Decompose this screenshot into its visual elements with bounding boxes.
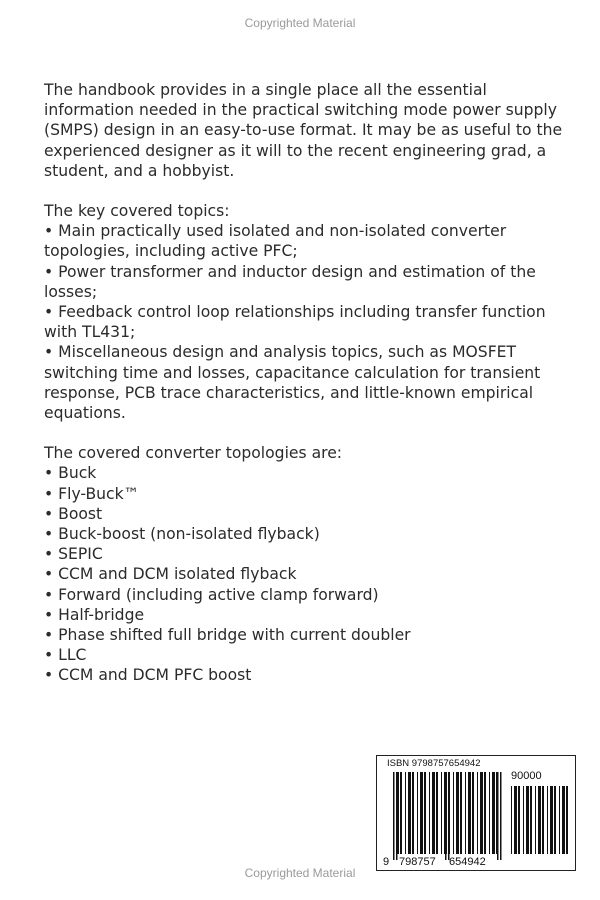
barcode-digit-first: 9 — [383, 856, 390, 868]
barcode-bar — [566, 786, 568, 854]
barcode-bar — [441, 772, 442, 854]
intro-paragraph: The handbook provides in a single place all the essential information needed in the practical switching mode power supply (SMPS) design in an easy-to-use format. It may be as useful to the experienced designer as it will to the recent engineering grad, a student, and a hobbyist. — [44, 81, 563, 180]
barcode-bar — [477, 772, 478, 854]
barcode-bar — [405, 772, 406, 854]
list-item: • Power transformer and inductor design and estimation of the losses; — [44, 262, 536, 301]
barcode-guard-bar — [497, 772, 499, 860]
list-item: • Phase shifted full bridge with current doubler — [44, 626, 411, 645]
barcode-guard-bar — [445, 772, 447, 860]
list-item: • Main practically used isolated and non-isolated converter topologies, including active PFC; — [44, 222, 507, 261]
barcode-bar — [489, 772, 490, 854]
barcode-bar — [535, 786, 536, 854]
barcode-bar — [432, 772, 435, 854]
list-item: • Miscellaneous design and analysis topics, such as MOSFET switching time and losses, capacitance calculation for transient response, PCB trace characteristics, and little-known empirical equations. — [44, 343, 541, 423]
barcode-bar — [547, 786, 548, 854]
isbn-barcode — [376, 755, 576, 871]
barcode-guard-bar — [500, 772, 502, 860]
price-code: 90000 — [511, 770, 542, 782]
back-cover-text — [44, 80, 564, 686]
barcode-bar — [526, 786, 529, 854]
barcode-bar — [518, 786, 520, 854]
list-item: • Forward (including active clamp forward) — [44, 585, 379, 604]
barcode-guard-bar — [396, 772, 398, 860]
barcode-bar — [456, 772, 459, 854]
isbn-label: ISBN 9798757654942 — [387, 758, 481, 769]
list-item: • CCM and DCM isolated flyback — [44, 565, 297, 584]
list-item: • SEPIC — [44, 545, 103, 564]
barcode-bars — [377, 756, 575, 870]
watermark-top: Copyrighted Material — [244, 16, 356, 30]
list-item: • Feedback control loop relationships including transfer function with TL431; — [44, 303, 546, 342]
barcode-digit-group-1: 798757 — [399, 856, 436, 868]
barcode-bar — [492, 772, 495, 854]
barcode-bar — [420, 772, 423, 854]
topics-heading: The key covered topics: — [44, 202, 230, 221]
barcode-bar — [530, 786, 532, 854]
list-item: • Half-bridge — [44, 605, 145, 624]
barcode-bar — [412, 772, 414, 854]
barcode-bar — [542, 786, 544, 854]
barcode-bar — [480, 772, 483, 854]
barcode-bar — [562, 786, 565, 854]
barcode-bar — [484, 772, 486, 854]
topologies-heading: The covered converter topologies are: — [44, 444, 343, 463]
list-item: • Buck — [44, 464, 97, 483]
topics-list — [44, 221, 564, 423]
barcode-bar — [514, 786, 517, 854]
barcode-bar — [417, 772, 418, 854]
list-item: • Fly-Buck™ — [44, 484, 140, 503]
barcode-bar — [429, 772, 430, 854]
barcode-bar — [554, 786, 556, 854]
barcode-digit-group-2: 654942 — [449, 856, 486, 868]
list-item: • Buck-boost (non-isolated flyback) — [44, 525, 320, 544]
barcode-guard-bar — [393, 772, 395, 860]
barcode-bar — [453, 772, 454, 854]
barcode-bar — [523, 786, 524, 854]
barcode-bar — [460, 772, 462, 854]
barcode-bar — [538, 786, 541, 854]
barcode-bar — [468, 772, 471, 854]
barcode-bar — [511, 786, 512, 854]
barcode-bar — [400, 772, 402, 854]
barcode-bar — [408, 772, 411, 854]
topologies-list — [44, 463, 564, 685]
list-item: • Boost — [44, 504, 103, 523]
list-item: • CCM and DCM PFC boost — [44, 666, 252, 685]
barcode-bar — [550, 786, 553, 854]
watermark-bottom: Copyrighted Material — [244, 866, 356, 880]
barcode-bar — [559, 786, 560, 854]
list-item: • LLC — [44, 646, 87, 665]
barcode-bar — [472, 772, 474, 854]
barcode-bar — [465, 772, 466, 854]
barcode-bar — [424, 772, 426, 854]
barcode-guard-bar — [448, 772, 450, 860]
barcode-bar — [436, 772, 438, 854]
